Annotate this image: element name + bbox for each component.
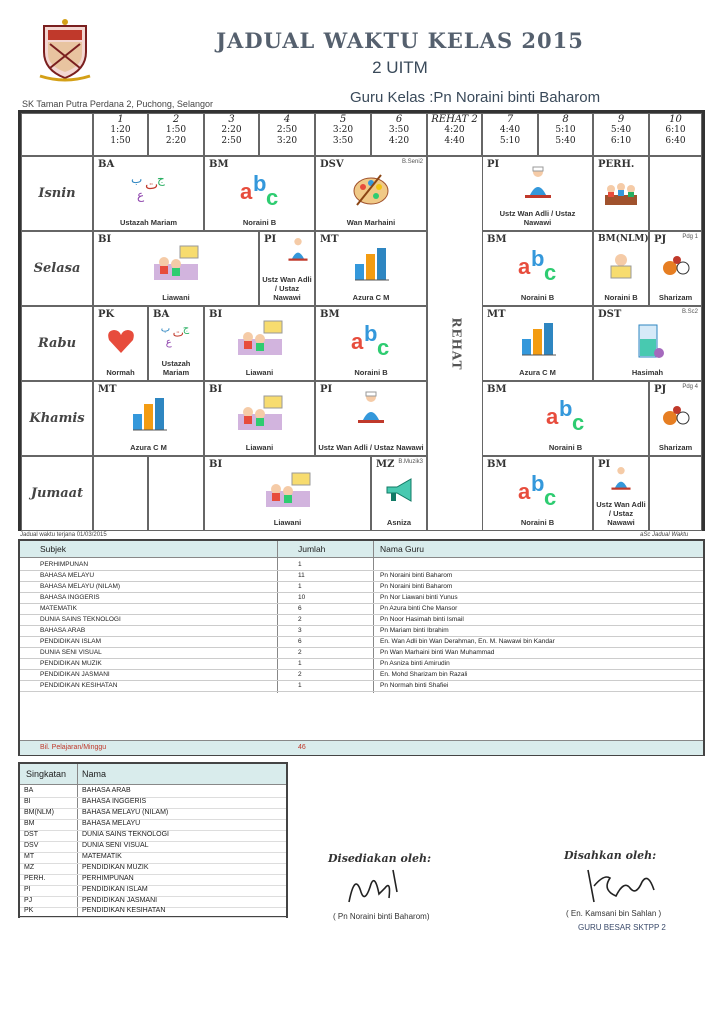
row-subject: DUNIA SENI VISUAL xyxy=(40,649,102,656)
praying-figure-icon xyxy=(356,390,386,424)
sports-balls-icon xyxy=(661,254,691,278)
lesson-teacher: Noraini B xyxy=(354,368,388,377)
row-name: PERHIMPUNAN xyxy=(82,875,134,882)
lesson-cell xyxy=(649,381,702,456)
row-abbr: DST xyxy=(24,831,38,838)
row-count: 11 xyxy=(298,572,305,579)
table-row xyxy=(20,605,703,615)
period-end: 4:20 xyxy=(388,136,410,146)
lesson-cell xyxy=(93,231,259,306)
lesson-subject: PK xyxy=(98,309,115,320)
row-teacher: Pn Asniza binti Amirudin xyxy=(380,660,450,667)
period-number: 4 xyxy=(283,114,291,125)
column-header-teacher: Nama Guru xyxy=(380,544,424,554)
row-name: BAHASA INGGERIS xyxy=(82,798,147,805)
row-name: DUNIA SENI VISUAL xyxy=(82,842,149,849)
generator-note: aSc Jadual Waktu xyxy=(640,532,689,538)
row-teacher: Pn Nor Liawani binti Yunus xyxy=(380,594,458,601)
praying-figure-icon xyxy=(523,165,553,199)
row-teacher: Pn Mariam binti Ibrahim xyxy=(380,627,449,634)
lesson-teacher: Noraini B xyxy=(548,443,583,452)
period-number: 7 xyxy=(506,114,514,125)
table-row xyxy=(20,583,703,593)
day-label-isnin: Isnin xyxy=(21,156,93,231)
lesson-subject: MT xyxy=(487,309,506,320)
day-label-jumaat: Jumaat xyxy=(21,456,93,531)
period-number: 1 xyxy=(117,114,124,125)
table-row xyxy=(20,830,286,842)
period-end: 5:10 xyxy=(499,136,521,146)
lesson-subject: PI xyxy=(320,384,333,395)
lesson-cell xyxy=(482,156,593,231)
table-header xyxy=(20,764,286,785)
svg-text:ب: ب xyxy=(130,172,142,186)
table-row xyxy=(20,885,286,897)
lesson-cell xyxy=(93,381,204,456)
lesson-subject: BI xyxy=(98,234,112,245)
lesson-teacher: Ustazah Mariam xyxy=(161,359,191,377)
period-header xyxy=(538,113,593,156)
row-count: 2 xyxy=(298,616,302,623)
lesson-teacher: Asniza xyxy=(386,518,412,527)
period-header xyxy=(204,113,259,156)
row-name: DUNIA SAINS TEKNOLOGI xyxy=(82,831,170,838)
footer-total: 46 xyxy=(298,744,306,751)
period-start: 3:20 xyxy=(332,125,354,135)
period-end: 2:20 xyxy=(165,136,187,146)
period-start: 4:40 xyxy=(499,125,521,135)
svg-text:ع: ع xyxy=(136,188,144,202)
row-count: 1 xyxy=(298,561,302,568)
class-teacher: Guru Kelas :Pn Noraini binti Baharom xyxy=(350,89,601,106)
row-teacher: Pn Noraini binti Baharom xyxy=(380,572,453,579)
lesson-teacher: Ustz Wan Adli / Ustaz Nawawi xyxy=(596,500,646,527)
row-subject: MATEMATIK xyxy=(40,605,77,612)
table-row xyxy=(20,649,703,659)
row-subject: DUNIA SAINS TEKNOLOGI xyxy=(40,616,121,623)
column-header-count: Jumlah xyxy=(298,544,326,554)
approved-by-title: GURU BESAR SKTPP 2 xyxy=(578,923,666,932)
column-header-name: Nama xyxy=(82,769,107,779)
table-header xyxy=(20,541,703,558)
abc-letters-icon xyxy=(516,469,560,509)
row-count: 6 xyxy=(298,638,302,645)
lesson-subject: MZ xyxy=(376,459,395,470)
svg-text:c: c xyxy=(571,410,584,434)
svg-text:a: a xyxy=(545,404,558,429)
table-row xyxy=(20,906,286,918)
beaker-icon xyxy=(631,321,665,361)
lesson-room: B.Muzik3 xyxy=(398,459,423,465)
empty-cell xyxy=(649,456,702,531)
lesson-cell xyxy=(204,306,315,381)
row-subject: PENDIDIKAN ISLAM xyxy=(40,638,102,645)
row-subject: BAHASA INGGERIS xyxy=(40,594,100,601)
table-row xyxy=(20,819,286,831)
svg-text:b: b xyxy=(252,171,266,196)
row-subject: PENDIDIKAN KESIHATAN xyxy=(40,682,118,689)
arabic-letters-icon xyxy=(129,169,169,203)
lesson-subject: DST xyxy=(598,309,622,320)
period-number: 9 xyxy=(617,114,625,125)
lesson-cell xyxy=(204,456,371,531)
row-abbr: BI xyxy=(24,798,31,805)
lesson-teacher: Sharizam xyxy=(658,443,693,452)
column-header-abbr: Singkatan xyxy=(26,769,67,779)
lesson-cell xyxy=(204,381,315,456)
row-name: PENDIDIKAN MUZIK xyxy=(82,864,149,871)
svg-text:c: c xyxy=(377,335,390,359)
period-end: 2:50 xyxy=(221,136,242,146)
period-number: 6 xyxy=(395,114,403,125)
lesson-teacher: Azura C M xyxy=(130,443,167,452)
lesson-cell xyxy=(649,231,702,306)
table-row xyxy=(20,808,286,820)
period-header xyxy=(93,113,148,156)
row-abbr: BM(NLM) xyxy=(24,809,54,816)
row-teacher: Pn Noor Hasimah binti Ismail xyxy=(380,616,464,623)
svg-text:a: a xyxy=(517,479,530,504)
row-name: BAHASA MELAYU xyxy=(82,820,141,827)
empty-cell xyxy=(93,456,148,531)
lesson-subject: BM(NLM) xyxy=(598,234,649,244)
reading-child-icon xyxy=(605,250,637,282)
abc-letters-icon xyxy=(516,244,560,284)
lesson-subject: PJ xyxy=(654,384,667,395)
period-header xyxy=(593,113,649,156)
lesson-cell xyxy=(315,306,427,381)
lesson-cell xyxy=(593,306,702,381)
row-abbr: BA xyxy=(24,787,34,794)
lesson-subject: BI xyxy=(209,459,223,470)
lesson-subject: PERH. xyxy=(598,159,635,170)
table-row xyxy=(20,786,286,798)
column-header-subject: Subjek xyxy=(40,544,66,554)
reading-kids-icon xyxy=(234,319,286,359)
period-start: 3:50 xyxy=(388,125,410,135)
bar-chart-icon xyxy=(518,319,558,359)
table-row xyxy=(20,841,286,853)
lesson-teacher: Ustz Wan Adli / Ustaz Nawawi xyxy=(499,209,576,227)
row-name: MATEMATIK xyxy=(82,853,122,860)
lesson-cell xyxy=(482,231,593,306)
period-end: 6:40 xyxy=(665,136,686,146)
lesson-subject: BM xyxy=(487,459,507,470)
row-name: PENDIDIKAN KESIHATAN xyxy=(82,907,166,914)
period-start: 4:20 xyxy=(444,125,465,135)
period-start: 2:20 xyxy=(221,125,242,135)
row-abbr: PJ xyxy=(24,897,33,904)
row-subject: PENDIDIKAN JASMANI xyxy=(40,671,110,678)
subject-summary-table xyxy=(18,539,705,756)
lesson-subject: BM xyxy=(209,159,229,170)
prepared-by-name: ( Pn Noraini binti Baharom) xyxy=(333,912,430,921)
period-end: 1:50 xyxy=(110,136,131,146)
table-row xyxy=(20,874,286,886)
lesson-subject: PI xyxy=(487,159,500,170)
break-column xyxy=(427,156,487,531)
prepared-by-label: Disediakan oleh: xyxy=(328,852,432,865)
row-abbr: BM xyxy=(24,820,35,827)
period-number: 8 xyxy=(562,114,569,125)
lesson-subject: PI xyxy=(598,459,611,470)
lesson-cell xyxy=(593,156,649,231)
lesson-subject: BA xyxy=(153,309,170,320)
lesson-subject: MT xyxy=(98,384,117,395)
svg-text:b: b xyxy=(364,321,378,346)
period-end: 6:10 xyxy=(610,136,632,146)
lesson-cell xyxy=(315,156,427,231)
lesson-cell xyxy=(148,306,204,381)
row-count: 1 xyxy=(298,682,302,689)
praying-figure-icon xyxy=(610,465,632,491)
period-header xyxy=(259,113,315,156)
row-count: 6 xyxy=(298,605,302,612)
period-header xyxy=(148,113,204,156)
row-count: 2 xyxy=(298,671,302,678)
lesson-cell xyxy=(371,456,427,531)
table-row xyxy=(20,852,286,864)
assembly-icon xyxy=(603,177,639,207)
lesson-teacher: Liawani xyxy=(273,518,302,527)
abbreviation-table xyxy=(18,762,288,918)
megaphone-icon xyxy=(383,475,415,505)
period-number: 5 xyxy=(339,114,347,125)
table-row xyxy=(20,797,286,809)
row-subject: BAHASA MELAYU xyxy=(40,572,95,579)
lesson-room: B.Seni2 xyxy=(401,159,423,165)
sports-balls-icon xyxy=(661,404,691,428)
lesson-teacher: Hasimah xyxy=(631,368,664,377)
period-number: 10 xyxy=(669,114,682,125)
lesson-subject: PI xyxy=(264,234,277,245)
break-label: REHAT xyxy=(449,316,464,371)
lesson-teacher: Normah xyxy=(106,368,135,377)
row-abbr: MT xyxy=(24,853,35,860)
table-footer xyxy=(20,740,703,755)
approved-by-name: ( En. Kamsani bin Sahlan ) xyxy=(566,909,662,918)
lesson-subject: BA xyxy=(98,159,115,170)
class-name: 2 UITM xyxy=(372,58,428,77)
lesson-room: Pdg 1 xyxy=(682,234,698,240)
reading-kids-icon xyxy=(150,244,202,284)
table-row xyxy=(20,682,703,692)
period-number: REHAT 2 xyxy=(431,114,478,125)
lesson-cell xyxy=(482,306,593,381)
row-teacher: Pn Azura binti Che Mansor xyxy=(380,605,458,612)
row-subject: BAHASA ARAB xyxy=(40,627,86,634)
row-teacher: Pn Normah binti Shafiei xyxy=(380,682,449,689)
row-count: 1 xyxy=(298,660,302,667)
praying-figure-icon xyxy=(287,236,309,262)
approved-by-label: Disahkan oleh: xyxy=(564,849,657,862)
svg-text:c: c xyxy=(543,485,556,509)
lesson-teacher: Liawani xyxy=(162,293,190,302)
svg-text:b: b xyxy=(530,246,544,271)
row-name: PENDIDIKAN ISLAM xyxy=(82,886,148,893)
lesson-room: Pdg 4 xyxy=(682,384,698,390)
corner-cell xyxy=(21,113,93,156)
abc-letters-icon xyxy=(544,394,588,434)
row-count: 2 xyxy=(298,649,302,656)
lesson-teacher: Wan Marhaini xyxy=(346,218,396,227)
signature-prepared xyxy=(345,862,405,906)
row-name: BAHASA MELAYU (NILAM) xyxy=(82,809,169,816)
lesson-cell xyxy=(204,156,315,231)
lesson-teacher: Azura C M xyxy=(519,368,556,377)
period-header xyxy=(649,113,702,156)
lesson-teacher: Noraini B xyxy=(520,293,555,302)
footer-label: Bil. Pelajaran/Minggu xyxy=(40,744,107,751)
empty-cell xyxy=(148,456,204,531)
table-row xyxy=(20,638,703,648)
lesson-teacher: Sharizam xyxy=(658,293,693,302)
lesson-subject: DSV xyxy=(320,159,344,170)
day-label-selasa: Selasa xyxy=(21,231,93,306)
period-start: 5:40 xyxy=(610,125,632,135)
period-start: 2:50 xyxy=(276,125,298,135)
bar-chart-icon xyxy=(129,394,169,434)
lesson-subject: BM xyxy=(487,234,507,245)
lesson-teacher: Noraini B xyxy=(604,293,638,302)
school-crest-logo xyxy=(36,18,94,82)
lesson-cell xyxy=(482,456,593,531)
svg-text:ج: ج xyxy=(182,323,190,335)
period-end: 5:40 xyxy=(555,136,576,146)
lesson-cell xyxy=(593,456,649,531)
row-abbr: PERH. xyxy=(24,875,46,882)
table-row xyxy=(20,616,703,626)
lesson-subject: PJ xyxy=(654,234,667,245)
table-row xyxy=(20,561,703,571)
page-title: JADUAL WAKTU KELAS 2015 xyxy=(216,28,584,53)
period-start: 5:10 xyxy=(555,125,576,135)
row-subject: PENDIDIKAN MUZIK xyxy=(40,660,102,667)
svg-text:c: c xyxy=(265,185,278,209)
lesson-teacher: Noraini B xyxy=(242,218,277,227)
row-abbr: PI xyxy=(24,886,31,893)
table-row xyxy=(20,671,703,681)
row-name: BAHASA ARAB xyxy=(82,787,131,794)
period-header xyxy=(315,113,371,156)
row-name: PENDIDIKAN JASMANI xyxy=(82,897,158,904)
period-start: 1:50 xyxy=(165,125,187,135)
svg-text:ع: ع xyxy=(165,337,172,349)
lesson-teacher: Ustz Wan Adli / Ustaz Nawawi xyxy=(262,275,312,302)
period-start: 6:10 xyxy=(665,125,686,135)
period-end: 3:20 xyxy=(276,136,298,146)
period-header-break xyxy=(427,113,482,156)
row-subject: BAHASA MELAYU (NILAM) xyxy=(40,583,121,590)
lesson-subject: BI xyxy=(209,384,223,395)
empty-cell xyxy=(649,156,702,231)
lesson-subject: BM xyxy=(487,384,507,395)
lesson-cell xyxy=(315,381,427,456)
school-name: SK Taman Putra Perdana 2, Puchong, Selangor xyxy=(22,99,213,109)
row-teacher: Pn Wan Marhaini binti Wan Muhammad xyxy=(380,649,495,656)
svg-text:b: b xyxy=(558,396,572,421)
row-abbr: DSV xyxy=(24,842,39,849)
lesson-cell xyxy=(315,231,427,306)
table-row xyxy=(20,572,703,582)
svg-text:a: a xyxy=(351,329,364,354)
period-end: 3:50 xyxy=(332,136,354,146)
row-subject: PERHIMPUNAN xyxy=(40,561,89,568)
day-label-rabu: Rabu xyxy=(21,306,93,381)
signature-approved xyxy=(580,860,660,906)
svg-text:ت: ت xyxy=(144,176,158,192)
lesson-subject: MT xyxy=(320,234,339,245)
abc-letters-icon xyxy=(349,319,393,359)
svg-text:a: a xyxy=(239,179,252,204)
svg-text:a: a xyxy=(517,254,530,279)
lesson-room: B.Sc2 xyxy=(681,309,698,315)
lesson-teacher: Noraini B xyxy=(520,518,555,527)
lesson-teacher: Liawani xyxy=(245,443,274,452)
abc-letters-icon xyxy=(238,169,282,209)
timetable-grid xyxy=(18,110,705,531)
lesson-cell xyxy=(93,156,204,231)
lesson-teacher: Liawani xyxy=(245,368,274,377)
day-label-khamis: Khamis xyxy=(21,381,93,456)
created-note: Jadual waktu terjana 01/03/2015 xyxy=(20,532,107,538)
lesson-subject: BM xyxy=(320,309,340,320)
svg-text:c: c xyxy=(543,260,556,284)
period-number: 3 xyxy=(228,114,235,125)
reading-kids-icon xyxy=(234,394,286,434)
row-teacher: En. Mohd Sharizam bin Razali xyxy=(380,671,468,678)
lesson-cell xyxy=(259,231,315,306)
bar-chart-icon xyxy=(351,244,391,284)
table-row xyxy=(20,627,703,637)
svg-text:ج: ج xyxy=(156,172,165,186)
arabic-letters-icon xyxy=(159,319,193,349)
svg-text:ت: ت xyxy=(172,325,184,340)
row-count: 10 xyxy=(298,594,306,601)
table-row xyxy=(20,863,286,875)
lesson-teacher: Ustazah Mariam xyxy=(119,218,178,227)
period-end: 4:40 xyxy=(444,136,465,146)
lesson-cell xyxy=(593,231,649,306)
lesson-cell xyxy=(482,381,649,456)
period-header xyxy=(371,113,427,156)
svg-text:b: b xyxy=(530,471,544,496)
row-abbr: PK xyxy=(24,907,34,914)
lesson-teacher: Ustz Wan Adli / Ustaz Nawawi xyxy=(318,443,424,452)
row-teacher: En. Wan Adli bin Wan Derahman, En. M. Nawawi bin Kandar xyxy=(380,638,555,645)
row-abbr: MZ xyxy=(24,864,35,871)
row-count: 3 xyxy=(298,627,302,634)
row-teacher: Pn Noraini binti Baharom xyxy=(380,583,453,590)
row-count: 1 xyxy=(298,583,302,590)
paint-palette-icon xyxy=(351,171,391,207)
table-row xyxy=(20,660,703,670)
heart-icon xyxy=(106,327,136,355)
lesson-cell xyxy=(93,306,148,381)
period-start: 1:20 xyxy=(110,125,131,135)
svg-text:ب: ب xyxy=(160,323,171,335)
table-row xyxy=(20,594,703,604)
lesson-subject: BI xyxy=(209,309,223,320)
period-number: 2 xyxy=(172,114,180,125)
period-header xyxy=(482,113,538,156)
lesson-teacher: Azura C M xyxy=(352,293,390,302)
reading-kids-icon xyxy=(262,471,314,511)
